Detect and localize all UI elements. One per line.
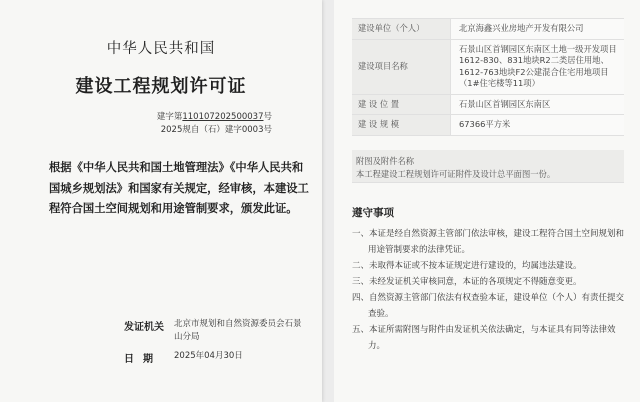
- list-item: 三、未经发证机关审核同意，本证的各项规定不得随意变更。: [352, 277, 582, 287]
- list-item: 一、本证是经自然资源主管部门依法审核，建设工程符合国土空间规划和用途管制要求的法律凭证。: [352, 229, 625, 255]
- notes-list: [352, 226, 630, 354]
- certificate-number-suffix: 号: [263, 112, 272, 122]
- row-value: 石景山区首钢园区东南区: [451, 94, 625, 115]
- row-value: 石景山区首钢园区东南区土地一级开发项目1612-830、831地块R2二类居住用地、1612-763地块F2公建混合住宅用地项目（1#住宅楼等11项）: [451, 39, 625, 94]
- table-row: [352, 39, 624, 94]
- date-label: 日期: [124, 354, 162, 365]
- issuer-label: 发证机关: [124, 322, 164, 333]
- row-key: 建 设 位 置: [352, 94, 451, 115]
- row-key: 建 设 规 模: [352, 115, 451, 136]
- row-key: 建设项目名称: [352, 39, 451, 94]
- issuer-value: 北京市规划和自然资源委员会石景山分局: [174, 319, 302, 342]
- certificate-number-block: [157, 111, 272, 137]
- row-value: 北京海鑫兴业房地产开发有限公司: [451, 19, 625, 40]
- date-value: 2025年04月30日: [174, 351, 243, 361]
- list-item: 四、自然资源主管部门依法有权查验本证，建设单位（个人）有责任提交查验。: [352, 293, 625, 319]
- certificate-reference: 2025规自（石）建字0003号: [160, 125, 272, 135]
- attachments-text: 本工程建设工程规划许可证附件及设计总平面图一份。: [356, 169, 556, 179]
- table-row: [352, 115, 624, 136]
- notes-heading: 遵守事项: [352, 207, 394, 219]
- nation-title: 中华人民共和国: [106, 41, 216, 57]
- row-key: 建设单位（个人）: [352, 19, 451, 40]
- certificate-title: 建设工程规划许可证: [75, 76, 247, 97]
- list-item: 二、未取得本证或不按本证规定进行建设的，均属违法建设。: [352, 261, 582, 271]
- attachments-label: 附图及附件名称: [356, 156, 415, 166]
- certificate-number-prefix: 建字第: [156, 112, 183, 122]
- table-row: [352, 19, 624, 40]
- certificate-body-text: 根据《中华人民共和国土地管理法》《中华人民共和国城乡规划法》和国家有关规定，经审核，本建设工程符合国土空间规划和用途管制要求，颁发此证。: [49, 161, 309, 215]
- certificate-number: 110107202500037: [182, 112, 264, 122]
- attachments-section: [352, 150, 624, 183]
- row-value: 67366平方米: [451, 115, 625, 136]
- certificate-number-line: [157, 111, 272, 124]
- table-row: [352, 94, 624, 115]
- project-details-table: [352, 18, 624, 136]
- list-item: 五、本证所需附图与附件由发证机关依法确定，与本证具有同等法律效力。: [352, 325, 616, 351]
